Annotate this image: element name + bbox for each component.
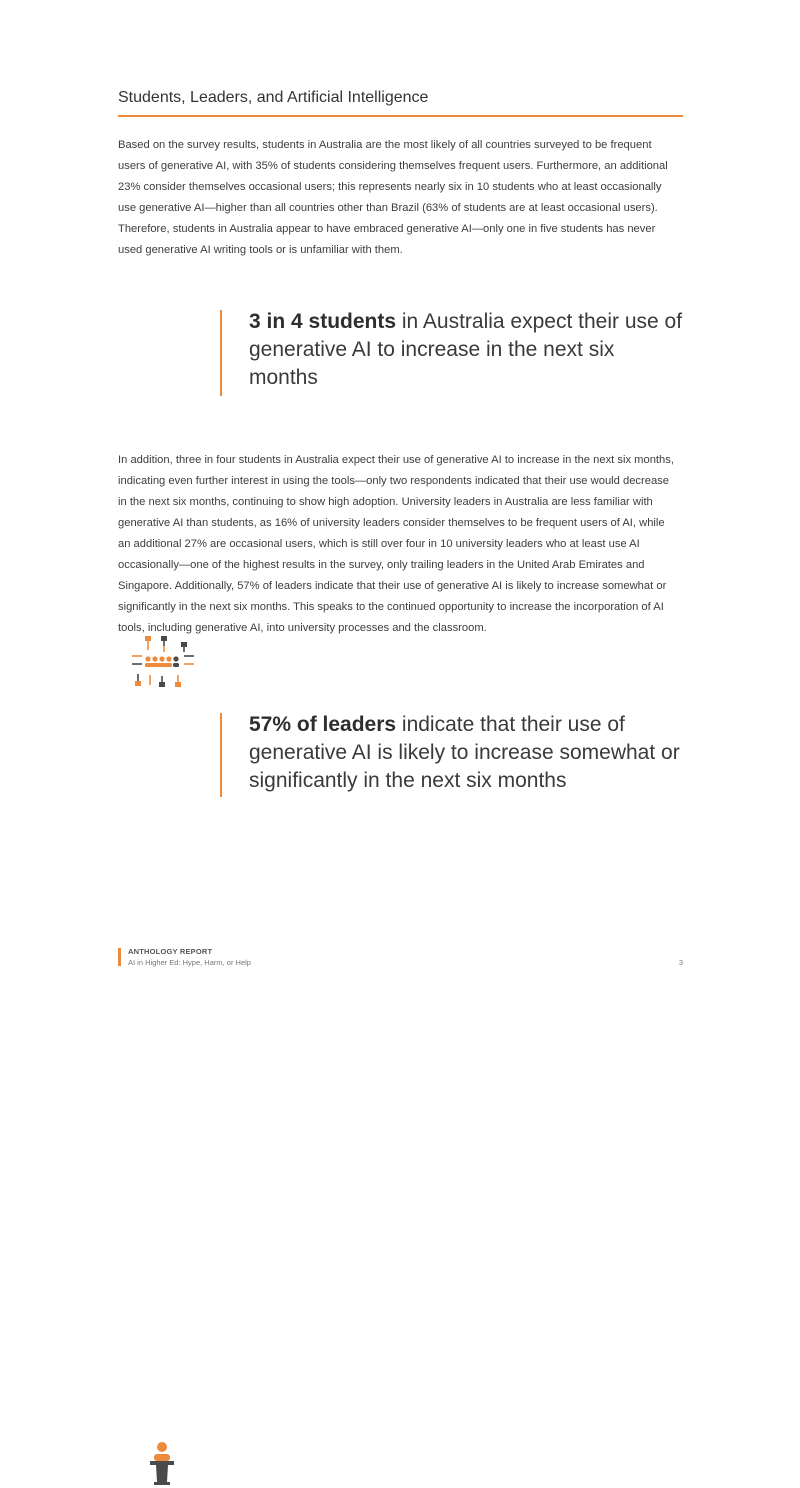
section-title: Students, Leaders, and Artificial Intelligence: [118, 89, 683, 117]
footer-brand: ANTHOLOGY REPORT: [128, 947, 213, 956]
page-number: 3: [678, 958, 683, 967]
callout-highlight: 57% of leaders: [249, 713, 397, 736]
callout-text: [249, 308, 689, 392]
page-footer: [118, 946, 683, 968]
students-network-icon: [128, 632, 198, 692]
body-paragraph-1: Based on the survey results, students in Australia are the most likely of all countries surveyed to be frequent users of generative AI, with 35% of students considering themselves frequent users. Furthermore, an additional 23% consider themselves occasional users; this represents nearly six in 10 students who at least occasionally use generative AI—higher than all countries other than Brazil (63% of students are at least occasional users). Therefore, students in Australia appear to have embraced generative AI—only one in five students has never used generative AI writing tools or is unfamiliar with them.: [118, 139, 668, 256]
callout-accent-bar: [220, 713, 222, 797]
callout-body: indicate that their use of generative AI is likely to increase somewhat or significantly in the next six months: [249, 713, 680, 792]
callout-highlight: 3 in 4 students: [249, 310, 397, 333]
callout-text: [249, 711, 689, 795]
footer-accent-bar: [118, 948, 121, 966]
body-paragraph-2: In addition, three in four students in Australia expect their use of generative AI to increase in the next six months, indicating even further interest in using the tools—only two respondents indicated that their use would decrease in the next six months, continuing to show high adoption. University leaders in Australia are less familiar with generative AI than students, as 16% of university leaders consider themselves to be frequent users of AI, while an additional 27% are occasional users, which is still over four in 10 university leaders who at least use AI occasionally—one of the highest results in the survey, only trailing leaders in the United Arab Emirates and Singapore. Additionally, 57% of leaders indicate that their use of generative AI is likely to increase somewhat or significantly in the next six months. This speaks to the continued opportunity to increase the incorporation of AI tools, including generative AI, into university processes and the classroom.: [118, 454, 674, 634]
callout-students: [0, 310, 800, 396]
callout-body: in Australia expect their use of generative AI to increase in the next six months: [249, 310, 683, 389]
callout-accent-bar: [220, 310, 222, 396]
callout-leaders: [0, 713, 800, 797]
footer-report-title: AI in Higher Ed: Hype, Harm, or Help: [128, 958, 251, 967]
leader-podium-icon: [148, 1440, 176, 1488]
